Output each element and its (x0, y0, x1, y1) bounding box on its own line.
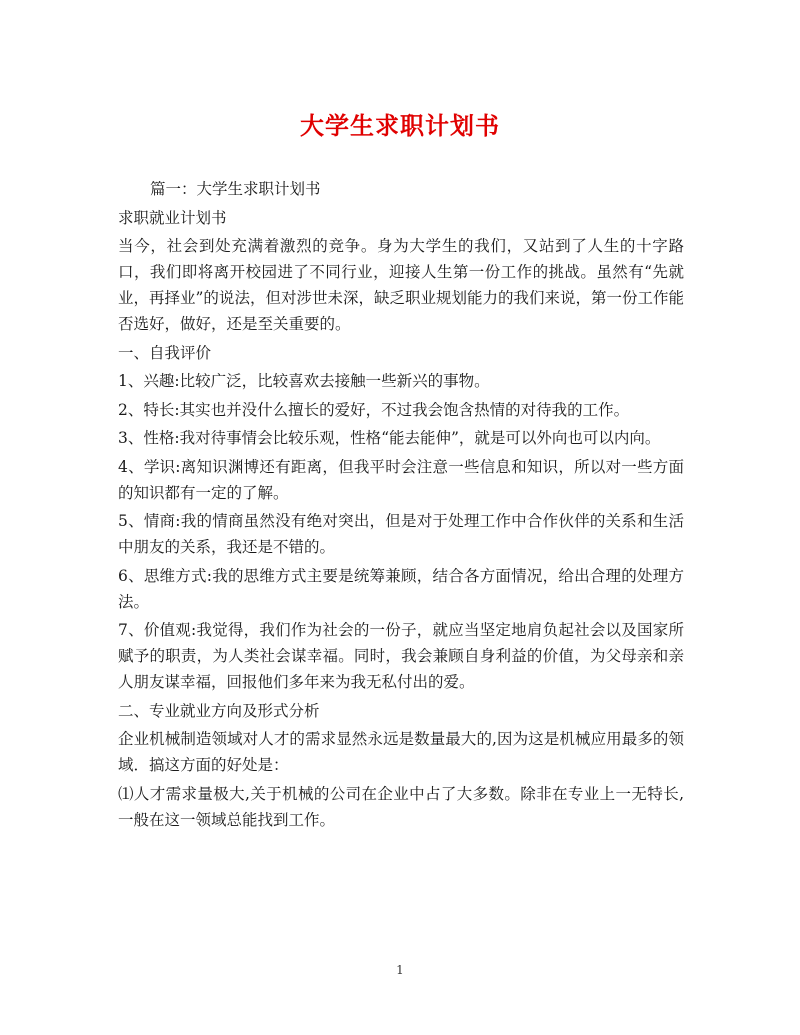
paragraph-heading: 求职就业计划书 (118, 208, 227, 227)
document-title: 大学生求职计划书 (300, 111, 500, 140)
section-heading: 一、自我评价 (118, 343, 212, 362)
document-body (118, 176, 684, 835)
section-heading: 二、专业就业方向及形式分析 (118, 701, 320, 720)
list-item: 1、兴趣:比较广泛，比较喜欢去接触一些新兴的事物。 (118, 372, 490, 390)
page-number: 1 (396, 963, 404, 977)
paragraph: 当今，社会到处充满着激烈的竞争。身为大学生的我们，又站到了人生的十字路口，我们即将离开校园进了不同行业，迎接人生第一份工作的挑战。虽然有“先就业，再择业”的说法，但对涉世未深，缺乏职业规划能力的我们来说，第一份工作能否选好，做好，还是至关重要的。 (118, 237, 684, 333)
list-item: 2、特长:其实也并没什么擅长的爱好，不过我会饱含热情的对待我的工作。 (118, 400, 630, 419)
list-item: 5、情商:我的情商虽然没有绝对突出，但是对于处理工作中合作伙伴的关系和生活中朋友的关系，我还是不错的。 (118, 512, 684, 556)
paragraph-subtitle: 篇一：大学生求职计划书 (150, 180, 321, 198)
paragraph: 企业机械制造领域对人才的需求显然永远是数量最大的,因为这是机械应用最多的领域．搞这方面的好处是： (118, 730, 684, 774)
list-item: 4、学识:离知识渊博还有距离，但我平时会注意一些信息和知识，所以对一些方面的知识都有一定的了解。 (118, 457, 684, 502)
paragraph: ⑴人才需求量极大,关于机械的公司在企业中占了大多数。除非在专业上一无特长,一般在这一领域总能找到工作。 (118, 784, 684, 829)
list-item: 3、性格:我对待事情会比较乐观，性格“能去能伸”，就是可以外向也可以内向。 (118, 429, 661, 447)
list-item: 7、价值观:我觉得，我们作为社会的一份子，就应当坚定地肩负起社会以及国家所赋予的职责，为人类社会谋幸福。同时，我会兼顾自身利益的价值，为父母亲和亲人朋友谋幸福，回报他们多年来为我无私付出的爱。 (118, 621, 684, 691)
list-item: 6、思维方式:我的思维方式主要是统筹兼顾，结合各方面情况，给出合理的处理方法。 (118, 566, 684, 611)
